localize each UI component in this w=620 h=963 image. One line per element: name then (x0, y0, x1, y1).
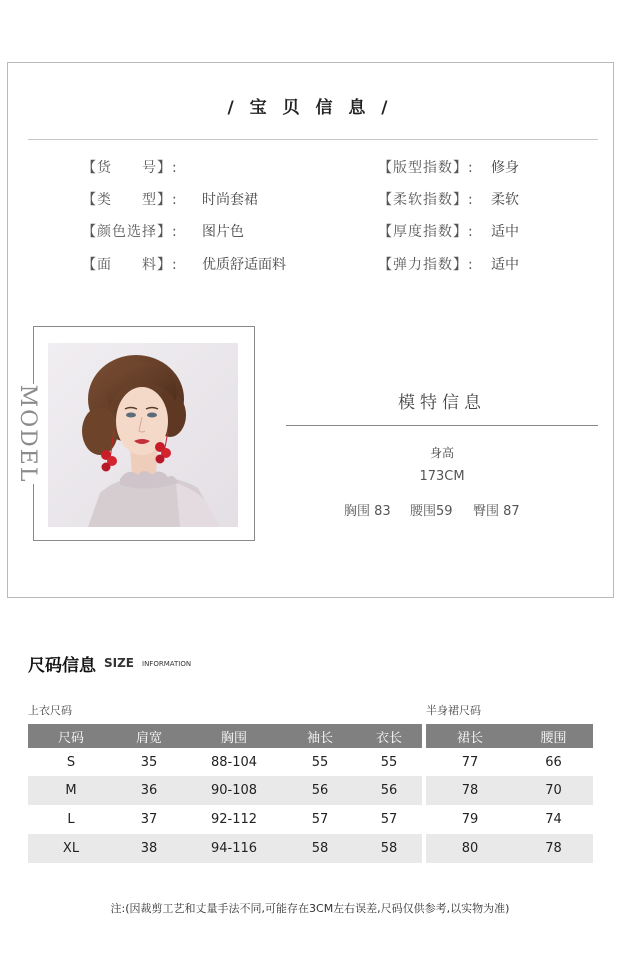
table-row (28, 748, 422, 776)
table-cell: 90-108 (184, 776, 284, 805)
table-cell: 74 (545, 812, 562, 827)
table-cell: 58 (356, 834, 422, 863)
table-row (28, 776, 422, 805)
table-cell: 78 (514, 834, 593, 863)
size-info-heading: 尺码信息 (28, 656, 96, 676)
attr-value: 图片色 (202, 224, 244, 240)
attr-value: 时尚套裙 (202, 192, 258, 208)
table-cell: S (66, 754, 76, 770)
attr-color (82, 221, 322, 243)
attr-label: 【货 号】: (82, 160, 178, 176)
measure-bust (344, 500, 391, 519)
attr-label: 【柔软指数】: (378, 192, 474, 208)
column-header: 胸围 (184, 724, 284, 748)
table-row (28, 805, 422, 834)
size-info-heading-en: SIZE (104, 656, 135, 670)
height-label: 身高 (429, 446, 454, 460)
measure-value: 59 (436, 504, 453, 519)
table-cell: 88-104 (210, 754, 258, 770)
attr-value: 适中 (491, 224, 519, 240)
column-header: 裙长 (426, 724, 514, 748)
column-header: 肩宽 (114, 724, 184, 748)
column-header: 衣长 (356, 724, 422, 748)
table-row (426, 834, 593, 863)
attr-label: 【弹力指数】: (378, 257, 474, 273)
table-cell: 36 (114, 776, 184, 805)
attr-item-number (82, 157, 322, 179)
model-info-divider (286, 425, 598, 426)
table-cell: 55 (380, 754, 398, 770)
table-cell: XL (28, 834, 114, 863)
table-row (28, 834, 422, 863)
attr-label: 【版型指数】: (378, 160, 474, 176)
attr-value: 适中 (491, 257, 519, 273)
measure-label: 胸围 (344, 504, 371, 519)
attr-elasticity-index (378, 254, 578, 276)
skirt-size-caption: 半身裙尺码 (426, 704, 481, 717)
title-divider (28, 139, 598, 140)
model-illustration (48, 343, 238, 527)
attr-label: 【颜色选择】: (82, 224, 178, 240)
measure-waist (410, 500, 453, 519)
table-cell: 58 (284, 834, 356, 863)
table-cell: 80 (426, 834, 514, 863)
attr-label: 【厚度指数】: (378, 224, 474, 240)
top-size-table (28, 724, 422, 863)
table-cell: 92-112 (210, 812, 258, 827)
table-header-row (426, 724, 593, 748)
model-side-label-text: MODEL (15, 384, 40, 484)
height-value: 173CM (419, 469, 465, 484)
model-photo (48, 343, 238, 527)
table-cell: 35 (140, 754, 158, 770)
table-cell: 78 (426, 776, 514, 805)
attr-value: 修身 (491, 160, 519, 176)
attr-value: 优质舒适面料 (202, 257, 286, 273)
column-header: 尺码 (28, 724, 114, 748)
product-info-title: / 宝 贝 信 息 / (227, 98, 393, 118)
column-header: 腰围 (514, 724, 593, 748)
table-cell: 66 (545, 754, 562, 770)
attr-type (82, 189, 322, 211)
table-cell: M (28, 776, 114, 805)
top-size-caption: 上衣尺码 (28, 704, 72, 717)
measure-label: 腰围 (410, 504, 437, 519)
model-info-title: 模特信息 (398, 393, 486, 413)
size-disclaimer-note: 注:(因裁剪工艺和丈量手法不同,可能存在3CM左右误差,尺码仅供参考,以实物为准) (110, 902, 510, 915)
table-cell: 79 (461, 812, 479, 827)
size-info-heading-en-sub: INFORMATION (142, 660, 192, 668)
attr-value: 柔软 (491, 192, 519, 208)
table-cell: L (67, 812, 75, 827)
measure-value: 83 (374, 504, 391, 519)
table-row (426, 748, 593, 776)
table-cell: 57 (380, 812, 398, 827)
table-row (426, 805, 593, 834)
attr-fabric (82, 254, 322, 276)
table-cell: 37 (140, 812, 158, 827)
attr-thickness-index (378, 221, 578, 243)
table-cell: 38 (114, 834, 184, 863)
table-cell: 57 (311, 812, 329, 827)
attr-softness-index (378, 189, 578, 211)
table-cell: 77 (461, 754, 479, 770)
table-cell: 56 (356, 776, 422, 805)
model-side-label (15, 386, 39, 482)
table-cell: 55 (311, 754, 329, 770)
attr-label: 【面 料】: (82, 257, 178, 273)
table-header-row (28, 724, 422, 748)
skirt-size-table (426, 724, 593, 863)
attr-fit-index (378, 157, 578, 179)
measure-value: 87 (503, 504, 520, 519)
table-cell: 70 (514, 776, 593, 805)
column-header: 袖长 (284, 724, 356, 748)
measure-hip (473, 500, 520, 519)
attr-label: 【类 型】: (82, 192, 178, 208)
table-cell: 56 (284, 776, 356, 805)
table-row (426, 776, 593, 805)
table-cell: 94-116 (184, 834, 284, 863)
measure-label: 臀围 (473, 504, 500, 519)
